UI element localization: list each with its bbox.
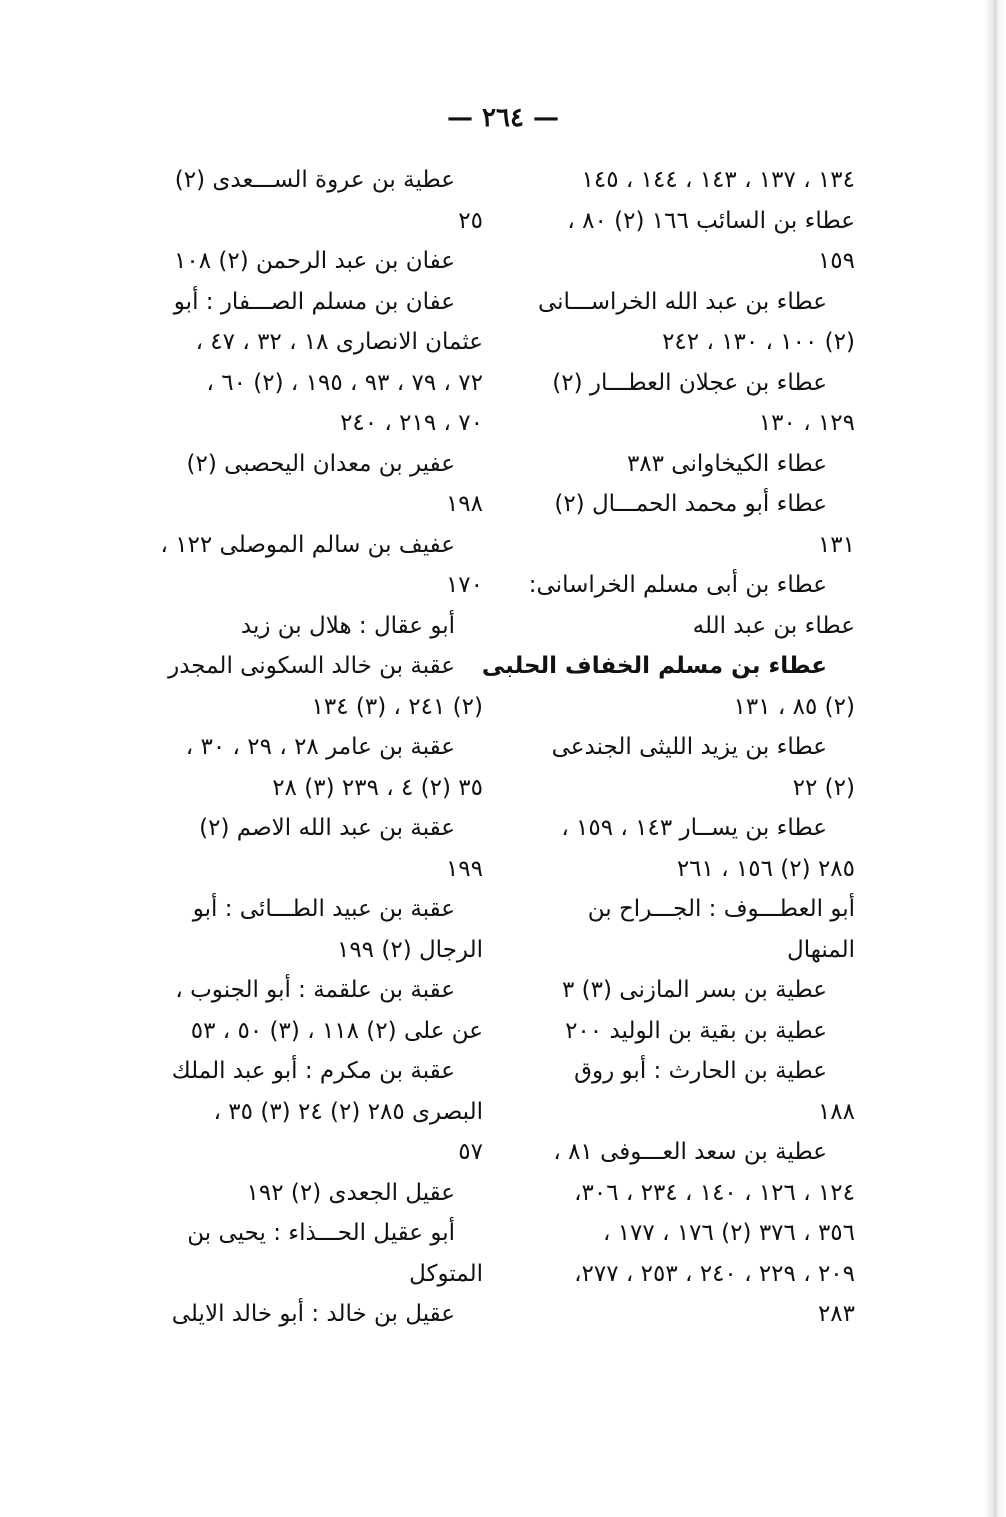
index-entry-line: ١٣١	[817, 531, 855, 558]
index-entry-line: (٢) ٨٥ ، ١٣١	[733, 693, 855, 720]
index-entry-line: (٢) ٢٢	[792, 774, 855, 801]
index-entry-line: عطاء أبو محمد الحمـــال (٢)	[554, 491, 827, 517]
index-entry-line: عثمان الانصارى ١٨ ، ٣٢ ، ٤٧ ،	[195, 329, 483, 355]
index-entry-line: عقيل الجعدى (٢) ١٩٢	[246, 1179, 455, 1206]
index-entry-line: عطاء بن السائب ١٦٦ (٢) ٨٠ ،	[567, 207, 855, 234]
index-entry-line: ١٨٨	[817, 1098, 855, 1125]
index-entry-line: ٢٨٣	[817, 1301, 855, 1327]
index-entry-line: عطاء الكيخاوانى ٣٨٣	[626, 450, 827, 477]
index-entry-line: عفير بن معدان اليحصبى (٢)	[186, 450, 455, 477]
index-entry-line: ٢٠٩ ، ٢٢٩ ، ٢٤٠ ، ٢٥٣ ، ٢٧٧،	[574, 1260, 855, 1287]
index-entry-line: أبو عقيل الحـــذاء : يحيى بن	[187, 1220, 455, 1246]
index-entry-line: عطاء بن مسلم الخفاف الحلبى	[481, 653, 827, 679]
index-entry-line: المتوكل	[409, 1260, 483, 1287]
index-entry-line: (٢) ١٠٠ ، ١٣٠ ، ٢٤٢	[662, 329, 855, 355]
index-entry-line: ١٢٩ ، ١٣٠	[758, 410, 855, 436]
index-entry-line: عطية بن الحارث : أبو روق	[574, 1058, 827, 1084]
index-entry-line: أبو العطـــوف : الجـــراح بن	[587, 896, 855, 922]
index-entry-line: عطاء بن عجلان العطـــار (٢)	[552, 369, 827, 396]
index-entry-line: ١٢٤ ، ١٢٦ ، ١٤٠ ، ٢٣٤ ، ٣٠٦،	[574, 1179, 855, 1206]
index-entry-line: عطاء بن يســار ١٤٣ ، ١٥٩ ،	[561, 815, 827, 841]
index-entry-line: ٢٨٥ (٢) ١٥٦ ، ٢٦١	[676, 855, 855, 882]
index-entry-line: ١٩٩	[445, 855, 483, 882]
index-entry-line: ١٧٠	[445, 572, 483, 598]
index-entry-line: عفيف بن سالم الموصلى ١٢٢ ،	[160, 531, 455, 558]
index-entry-line: ١٣٤ ، ١٣٧ ، ١٤٣ ، ١٤٤ ، ١٤٥	[581, 167, 855, 193]
index-column-left	[118, 160, 483, 1335]
index-entry-line: عقبة بن عبيد الطـــائى : أبو	[192, 896, 455, 922]
index-entry-line: عطية بن عروة الســـعدى (٢)	[174, 167, 455, 193]
index-entry-line: عفان بن مسلم الصـــفار : أبو	[173, 288, 455, 315]
index-entry-line: عطية بن بسر المازنى (٣) ٣	[562, 977, 827, 1003]
index-entry-line: ٢٥	[458, 207, 483, 234]
index-entry-line: عطاء بن يزيد الليثى الجندعى	[551, 734, 827, 760]
index-entry-line: عفان بن عبد الرحمن (٢) ١٠٨	[174, 248, 455, 274]
index-entry-line: عطاء بن أبى مسلم الخراسانى:	[528, 572, 827, 598]
index-entry-line: عطية بن سعد العـــوفى ٨١ ،	[553, 1139, 827, 1165]
index-entry-line: ١٩٨	[445, 491, 483, 517]
index-entry-line: المنهال	[787, 936, 855, 963]
scan-edge-shadow	[984, 0, 1006, 1517]
index-column-right	[481, 160, 855, 1335]
index-entry-line: أبو عقال : هلال بن زيد	[240, 612, 455, 639]
index-entry-line: عطية بن بقية بن الوليد ٢٠٠	[565, 1017, 827, 1044]
index-entry-line: ١٥٩	[817, 248, 855, 274]
index-entry-line: عقبة بن خالد السكونى المجدر	[168, 653, 455, 679]
index-entry-line: ٣٥ (٢) ٤ ، ٢٣٩ (٣) ٢٨	[272, 774, 483, 801]
index-entry-line: ٣٥٦ ، ٣٧٦ (٢) ١٧٦ ، ١٧٧ ،	[602, 1220, 855, 1246]
index-entry-line: عقبة بن عبد الله الاصم (٢)	[199, 815, 455, 841]
index-entry-line: عقبة بن علقمة : أبو الجنوب ،	[175, 977, 455, 1003]
index-entry-line: عطاء بن عبد الله	[692, 612, 855, 639]
index-entry-line: ٥٧	[458, 1139, 483, 1165]
index-entry-line: عن على (٢) ١١٨ ، (٣) ٥٠ ، ٥٣	[190, 1017, 483, 1044]
index-entry-line: البصرى ٢٨٥ (٢) ٢٤ (٣) ٣٥ ،	[213, 1098, 483, 1125]
index-entry-line: عطاء بن عبد الله الخراســـانى	[537, 288, 827, 315]
index-entry-line: (٢) ٢٤١ ، (٣) ١٣٤	[311, 693, 483, 720]
page-number: — ٢٦٤ —	[446, 103, 560, 133]
index-entry-line: عقبة بن عامر ٢٨ ، ٢٩ ، ٣٠ ،	[185, 734, 455, 760]
index-entry-line: ٧٠ ، ٢١٩ ، ٢٤٠	[340, 410, 483, 436]
index-entry-line: عقبة بن مكرم : أبو عبد الملك	[171, 1058, 455, 1084]
index-entry-line: عقيل بن خالد : أبو خالد الايلى	[171, 1301, 455, 1327]
index-entry-line: الرجال (٢) ١٩٩	[336, 936, 483, 963]
index-entry-line: ٧٢ ، ٧٩ ، ٩٣ ، ١٩٥ ، (٢) ٦٠ ،	[206, 369, 483, 396]
